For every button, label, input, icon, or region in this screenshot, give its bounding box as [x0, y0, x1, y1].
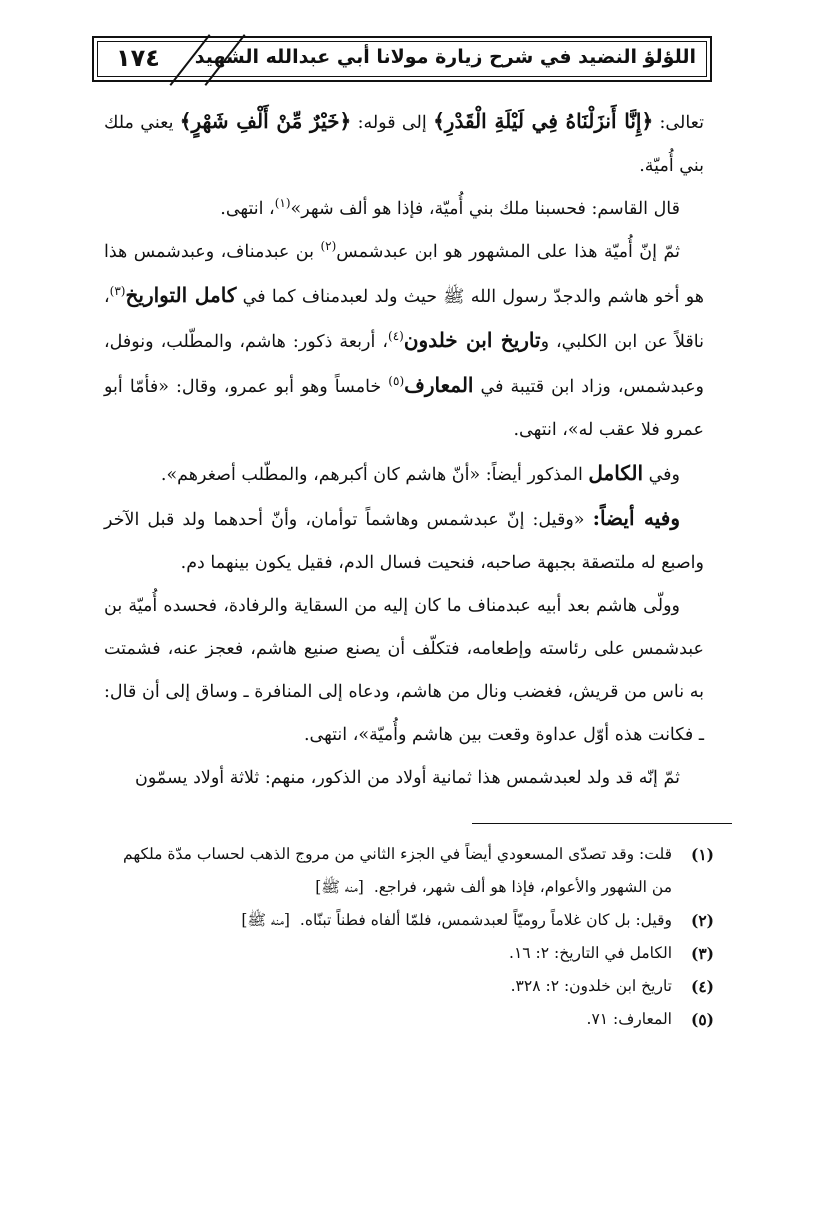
- book-title: كامل التواريخ: [125, 283, 237, 307]
- header-slash-decoration: [205, 34, 246, 86]
- book-title: تاريخ ابن خلدون: [403, 328, 541, 352]
- footnote-number: (١): [690, 845, 714, 864]
- footnote: [104, 838, 714, 904]
- text-run: وقيل: بل كان غلاماً روميّاً لعبدشمس، فلمّا ألفاه فطناً تبنّاه.: [299, 911, 672, 929]
- text-run: بن عبدمناف، وعبدشمس هذا هو أخو هاشم والدجدّ رسول الله ﷺ حيث ولد لعبدمناف كما في: [104, 242, 704, 307]
- text-run: «وقيل: إنّ عبدشمس وهاشماً توأمان، وأنّ أحدهما ولد قبل الآخر واصبع له ملتصقة بجبهة صاحبه، فنحيت فسال الدم، فقيل يكون بينهما دم.: [104, 510, 704, 573]
- footnote-ref[interactable]: (٢): [320, 239, 337, 254]
- footnote-ref[interactable]: (٤): [388, 329, 404, 344]
- quran-verse: ﴿خَيْرٌ مِّنْ أَلْفِ شَهْرٍ﴾: [179, 109, 352, 133]
- footnote-text: تاريخ ابن خلدون: ٢: ٣٢٨.: [510, 977, 672, 995]
- footnote-text: الكامل في التاريخ: ٢: ١٦.: [509, 944, 672, 962]
- main-text: [104, 100, 704, 800]
- footnote-text: [104, 838, 672, 904]
- text-run: ، انتهى.: [220, 199, 275, 219]
- author-tag: [منه ﷺ]: [315, 878, 364, 896]
- footnote: [104, 1003, 714, 1036]
- text-run: المذكور أيضاً: «أنّ هاشم كان أكبرهم، والمطّلب أصغرهم».: [160, 465, 589, 485]
- footnote-ref[interactable]: (٥): [388, 374, 405, 389]
- text-run: ، أربعة ذكور: هاشم، والمطّلب، ونوفل، وعبدشمس، وزاد ابن قتيبة في: [104, 332, 704, 397]
- footnote-divider: [472, 823, 732, 824]
- text-run: يعني ملك بني أُميّة.: [104, 113, 704, 176]
- paragraph: [104, 452, 704, 497]
- footnote-text: المعارف: ٧١.: [586, 1010, 672, 1028]
- footnote-ref[interactable]: (١): [274, 196, 291, 211]
- text-run: قلت: وقد تصدّى المسعودي أيضاً في الجزء الثاني من مروج الذهب لحساب مدّة ملكهم من الشهور والأعوام، فإذا هو ألف شهر، فراجع.: [123, 845, 672, 896]
- text-run: ، ناقلاً عن ابن الكلبي، و: [104, 287, 704, 352]
- text-run: قال القاسم: فحسبنا ملك بني أُميّة، فإذا هو ألف شهر»: [290, 199, 680, 219]
- quran-verse: ﴿إِنَّا أَنزَلْنَاهُ فِي لَيْلَةِ الْقَدْرِ﴾: [433, 109, 654, 133]
- text-run: خامساً وهو أبو عمرو، وقال: «فأمّا أبو عمرو فلا عقب له»، انتهى.: [104, 377, 704, 440]
- text-run: تعالى:: [653, 113, 704, 133]
- paragraph: [104, 231, 704, 452]
- footnote-number: (٢): [690, 911, 714, 930]
- header-title: اللؤلؤ النضيد في شرح زيارة مولانا أبي عبدالله الشهيد: [194, 46, 696, 68]
- page-header: [92, 36, 712, 82]
- paragraph: [104, 188, 704, 231]
- header-slash-decoration: [170, 34, 211, 86]
- footnote-number: (٤): [690, 977, 714, 996]
- book-title: الكامل: [588, 461, 644, 485]
- footnote-number: (٣): [690, 944, 714, 963]
- footnote: [104, 904, 714, 937]
- page-number: ١٧٤: [116, 44, 160, 72]
- paragraph: [104, 497, 704, 585]
- author-tag: [منه ﷺ]: [241, 911, 290, 929]
- book-title: المعارف: [404, 373, 474, 397]
- footnote-number: (٥): [690, 1010, 714, 1029]
- text-run: وفي: [643, 465, 680, 485]
- paragraph: وولّى هاشم بعد أبيه عبدمناف ما كان إليه من السقاية والرفادة، فحسده أُميّة بن عبدشمس على رئاسته وإطعامه، فتكلّف أن يصنع صنيع هاشم، فعجز عنه، فشمتت به ناس من قريش، فغضب ونال من هاشم، ودعاه إلى المنافرة ـ وساق إلى أن قال: ـ فكانت هذه أوّل عداوة وقعت بين هاشم وأُميّة»، انتهى.: [104, 596, 704, 745]
- bold-lead: وفيه أيضاً:: [592, 506, 680, 530]
- footnotes: [104, 838, 714, 1036]
- paragraph: [104, 100, 704, 188]
- text-run: ثمّ إنّ أُميّة هذا على المشهور هو ابن عبدشمس: [336, 242, 680, 262]
- footnote-ref[interactable]: (٣): [109, 284, 126, 299]
- footnote: [104, 970, 714, 1003]
- footnote: [104, 937, 714, 970]
- footnote-text: [104, 904, 672, 937]
- text-run: إلى قوله:: [351, 113, 434, 133]
- paragraph: ثمّ إنّه قد ولد لعبدشمس هذا ثمانية أولاد من الذكور، منهم: ثلاثة أولاد يسمّون: [135, 768, 680, 788]
